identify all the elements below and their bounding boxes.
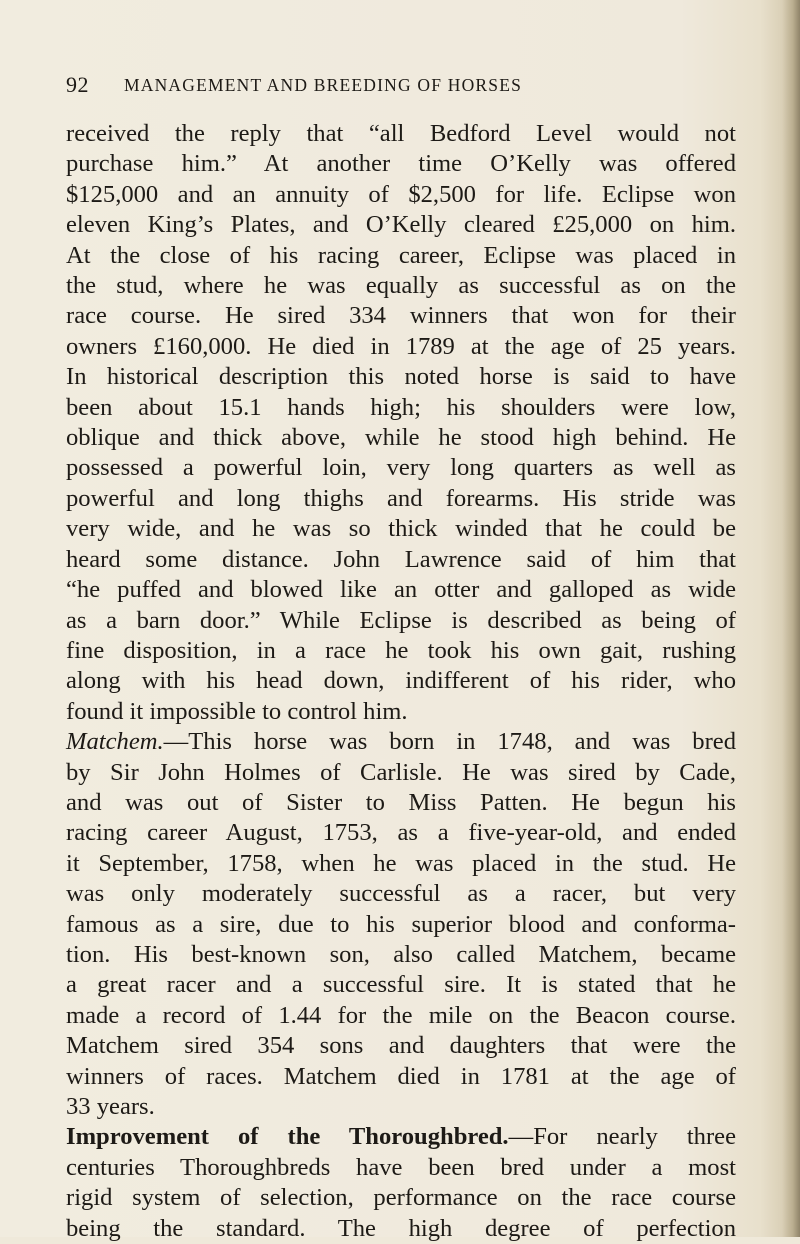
text-line: as a barn door.” While Eclipse is described as being of: [66, 606, 736, 634]
matchem-first-line: [66, 727, 736, 757]
text-line: oblique and thick above, while he stood high behind. He: [66, 424, 736, 452]
text-line: and was out of Sister to Miss Patten. He begun his: [66, 788, 736, 816]
text-line: fine disposition, in a race he took his own gait, rushing: [66, 636, 736, 664]
page-number: 92: [66, 72, 89, 97]
text-line: eleven King’s Plates, and O’Kelly cleared £25,000 on him.: [66, 211, 736, 239]
text-line: racing career August, 1753, as a five-year-old, and ended: [66, 819, 736, 847]
text-line: was only moderately successful as a racer, but very: [66, 880, 736, 908]
text-line: a great racer and a successful sire. It is stated that he: [66, 971, 736, 999]
text-line: the stud, where he was equally as successful as on the: [66, 272, 736, 300]
text-line: In historical description this noted horse is said to have: [66, 363, 736, 391]
text-line: purchase him.” At another time O’Kelly was offered: [66, 150, 736, 178]
text-line: rigid system of selection, performance on the race course: [66, 1184, 736, 1212]
text-line: powerful and long thighs and forearms. His stride was: [66, 484, 736, 512]
text-line: Matchem sired 354 sons and daughters that were the: [66, 1032, 736, 1060]
text-line: —For nearly three: [508, 1123, 737, 1151]
text-line: possessed a powerful loin, very long quarters as well as: [66, 454, 736, 482]
running-head: MANAGEMENT AND BREEDING OF HORSES: [124, 75, 523, 95]
page-header: [66, 72, 746, 102]
text-line: At the close of his racing career, Eclipse was placed in: [66, 241, 736, 269]
text-line: received the reply that “all Bedford Level would not: [66, 120, 736, 147]
body-text: [66, 119, 736, 1244]
text-line: being the standard. The high degree of perfection: [66, 1214, 736, 1242]
text-line: made a record of 1.44 for the mile on the Beacon course.: [66, 1001, 736, 1029]
text-line: race course. He sired 334 winners that won for their: [66, 302, 736, 330]
text-line: very wide, and he was so thick winded that he could be: [66, 515, 736, 543]
text-line: along with his head down, indifferent of his rider, who: [66, 667, 736, 695]
text-line: tion. His best-known son, also called Matchem, became: [66, 940, 736, 968]
text-line: owners £160,000. He died in 1789 at the age of 25 years.: [66, 332, 736, 360]
text-line: heard some distance. John Lawrence said of him that: [66, 545, 736, 573]
text-line: found it impossible to control him.: [66, 697, 408, 725]
page-edge-shadow: [782, 0, 800, 1237]
text-line: centuries Thoroughbreds have been bred under a most: [66, 1153, 736, 1181]
improvement-first-line: [66, 1122, 736, 1152]
text-line: by Sir John Holmes of Carlisle. He was sired by Cade,: [66, 758, 736, 786]
matchem-heading: Matchem.: [66, 728, 164, 756]
text-line: —This horse was born in 1748, and was bred: [163, 728, 736, 756]
text-line: winners of races. Matchem died in 1781 at the age of: [66, 1062, 736, 1090]
text-line: 33 years.: [66, 1093, 155, 1120]
text-line: famous as a sire, due to his superior blood and conforma-: [66, 910, 736, 938]
text-line: “he puffed and blowed like an otter and galloped as wide: [66, 576, 736, 604]
improvement-heading: Improvement of the Thoroughbred.: [66, 1123, 509, 1151]
text-line: been about 15.1 hands high; his shoulders were low,: [66, 393, 736, 421]
text-line: $125,000 and an annuity of $2,500 for life. Eclipse won: [66, 180, 736, 208]
text-line: it September, 1758, when he was placed in the stud. He: [66, 849, 736, 877]
